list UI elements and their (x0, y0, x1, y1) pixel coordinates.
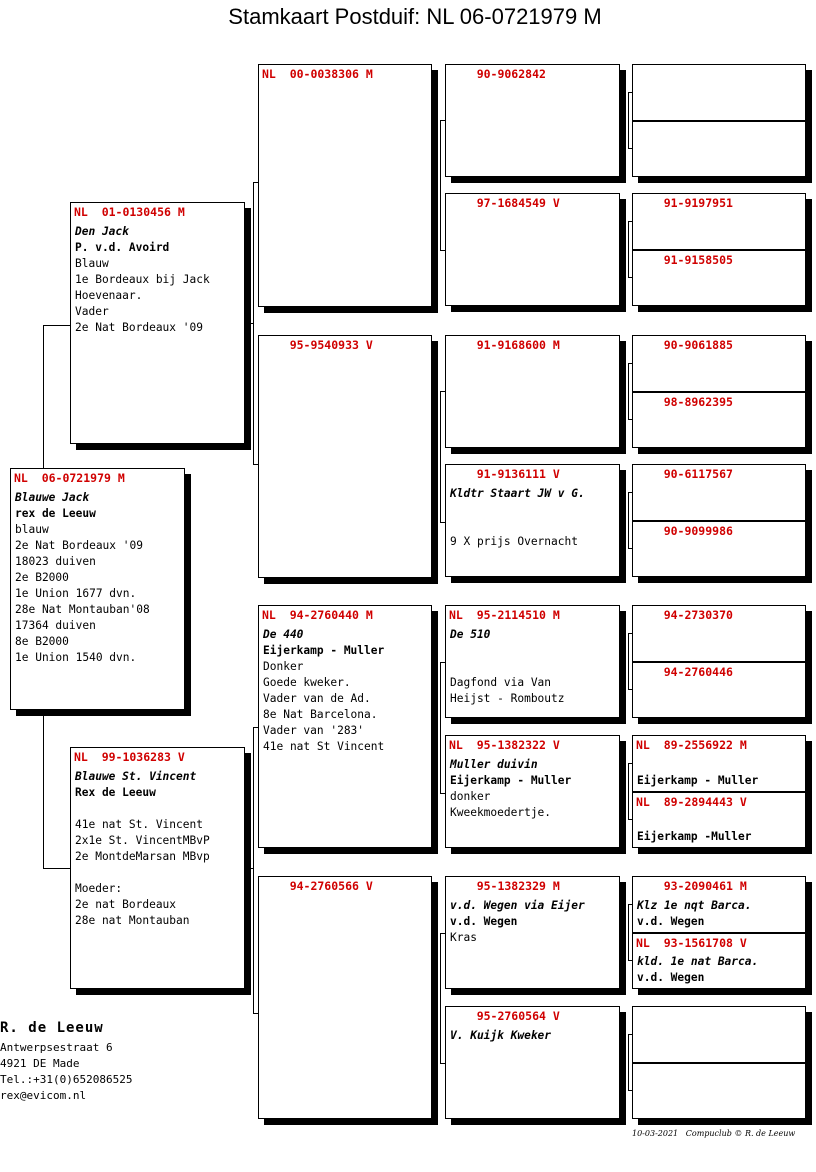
detail-line: 2e B2000 (15, 571, 69, 584)
detail-line: De 440 (263, 628, 304, 641)
ancestor-top (633, 606, 805, 661)
detail-line: P. v.d. Avoird (75, 241, 170, 254)
connector-line (628, 492, 629, 548)
pigeon-details (637, 898, 752, 930)
owner-city: 4921 DE Made (0, 1057, 80, 1070)
ancestor-top (633, 465, 805, 520)
connector-line (440, 1063, 445, 1064)
detail-line: 1e Union 1677 dvn. (15, 587, 137, 600)
ancestor-bottom (633, 393, 805, 448)
detail-line: Hoevenaar. (75, 289, 143, 302)
ring-number: NL 93-1561708 V (636, 936, 747, 950)
ring-number: 93-2090461 M (636, 879, 747, 893)
connector-line (628, 221, 629, 277)
great-great-grandparents-card (632, 335, 806, 448)
detail-line: Vader van '283' (263, 724, 365, 737)
connector-line (440, 391, 445, 392)
detail-line: 8e B2000 (15, 635, 69, 648)
ring-number: 94-2760446 (636, 665, 733, 679)
great-grandparent-card (445, 735, 620, 848)
connector-line (440, 662, 441, 793)
detail-line: Heijst - Romboutz (450, 692, 565, 705)
detail-line (637, 813, 752, 829)
detail-line (450, 659, 565, 675)
detail-line: Goede kweker. (263, 676, 351, 689)
detail-line: donker (450, 790, 491, 803)
pigeon-details (637, 954, 758, 986)
detail-line: v.d. Wegen (637, 971, 705, 984)
detail-line: 2e Nat Bordeaux '09 (75, 321, 203, 334)
detail-line (450, 518, 585, 534)
ring-number: NL 95-1382322 V (449, 738, 560, 752)
ancestor-bottom (633, 1064, 805, 1119)
connector-line (440, 522, 445, 523)
ancestor-bottom (633, 522, 805, 577)
detail-line (637, 757, 758, 773)
connector-line (628, 492, 632, 493)
connector-line (43, 325, 70, 326)
connector-line (628, 633, 632, 634)
detail-line: 28e Nat Montauban'08 (15, 603, 150, 616)
connector-line (249, 323, 253, 324)
ring-number: 94-2760566 V (262, 879, 373, 893)
pigeon-details (637, 813, 752, 845)
detail-line: Rex de Leeuw (75, 786, 156, 799)
ring-number: 91-9136111 V (449, 467, 560, 481)
detail-line: 28e nat Montauban (75, 914, 190, 927)
father-card (70, 202, 245, 444)
detail-line: 1e Union 1540 dvn. (15, 651, 137, 664)
ring-number: 95-9540933 V (262, 338, 373, 352)
ring-number: NL 95-2114510 M (449, 608, 560, 622)
detail-line (450, 643, 565, 659)
connector-line (253, 727, 254, 1014)
ring-number: NL 89-2894443 V (636, 795, 747, 809)
detail-line: 1e Bordeaux bij Jack (75, 273, 210, 286)
connector-line (253, 182, 258, 183)
ring-number: 97-1684549 V (449, 196, 560, 210)
connector-line (440, 391, 441, 522)
pigeon-details (450, 627, 565, 707)
connector-line (628, 148, 632, 149)
mother-card (70, 747, 245, 989)
connector-line (440, 120, 445, 121)
detail-line: Eijerkamp - Muller (450, 774, 572, 787)
detail-line: v.d. Wegen via Eijer (450, 899, 585, 912)
connector-line (628, 763, 629, 819)
ring-number: NL 00-0038306 M (262, 67, 373, 81)
detail-line: 2e nat Bordeaux (75, 898, 177, 911)
ring-number: 98-8962395 (636, 395, 733, 409)
connector-line (628, 363, 632, 364)
ancestor-bottom (633, 251, 805, 306)
great-grandparent-card (445, 876, 620, 989)
ring-number: NL 06-0721979 M (14, 471, 125, 485)
connector-line (440, 933, 445, 934)
ring-number: 94-2730370 (636, 608, 733, 622)
ancestor-bottom (633, 122, 805, 177)
connector-line (628, 92, 629, 148)
great-great-grandparents-card (632, 876, 806, 989)
ancestor-bottom (633, 663, 805, 718)
great-grandparent-card (445, 464, 620, 577)
connector-line (253, 1013, 258, 1014)
pigeon-details (450, 1028, 551, 1044)
detail-line: Vader van de Ad. (263, 692, 371, 705)
detail-line: Klz 1e nqt Barca. (637, 899, 752, 912)
great-great-grandparents-card (632, 64, 806, 177)
great-great-grandparents-card (632, 1006, 806, 1119)
pigeon-details (450, 757, 571, 821)
footer-credit: 10-03-2021 Compuclub © R. de Leeuw (632, 1129, 796, 1138)
detail-line: 17364 duiven (15, 619, 96, 632)
detail-line: 9 X prijs Overnacht (450, 535, 578, 548)
detail-line: 2e Nat Bordeaux '09 (15, 539, 143, 552)
owner-phone: Tel.:+31(0)652086525 (0, 1073, 133, 1086)
great-great-grandparents-card (632, 605, 806, 718)
ring-number: 90-6117567 (636, 467, 733, 481)
ancestor-top (633, 65, 805, 120)
great-great-grandparents-card (632, 193, 806, 306)
connector-line (253, 464, 258, 465)
great-grandparent-card (445, 64, 620, 177)
ring-number: 95-2760564 V (449, 1009, 560, 1023)
great-grandparent-card (445, 193, 620, 306)
ancestor-top (633, 877, 805, 932)
detail-line: Eijerkamp - Muller (263, 644, 385, 657)
connector-line (43, 716, 44, 869)
page-title: Stamkaart Postduif: NL 06-0721979 M (228, 4, 602, 29)
connector-line (253, 727, 258, 728)
ancestor-bottom (633, 793, 805, 848)
grandparent-card (258, 605, 432, 848)
detail-line: 8e Nat Barcelona. (263, 708, 378, 721)
great-grandparent-card (445, 605, 620, 718)
grandparent-card (258, 64, 432, 307)
ring-number: 91-9168600 M (449, 338, 560, 352)
connector-line (628, 1034, 629, 1090)
ring-number: NL 89-2556922 M (636, 738, 747, 752)
connector-line (628, 363, 629, 419)
detail-line: blauw (15, 523, 49, 536)
pigeon-details (75, 224, 210, 336)
great-grandparent-card (445, 335, 620, 448)
detail-line: 41e nat St. Vincent (75, 818, 203, 831)
ring-number: 90-9061885 (636, 338, 733, 352)
connector-line (249, 868, 253, 869)
connector-line (253, 182, 254, 465)
subject-card (10, 468, 185, 710)
detail-line: Eijerkamp -Muller (637, 830, 752, 843)
connector-line (628, 819, 632, 820)
detail-line: rex de Leeuw (15, 507, 96, 520)
detail-line: 41e nat St Vincent (263, 740, 385, 753)
ring-number: NL 94-2760440 M (262, 608, 373, 622)
connector-line (440, 662, 445, 663)
ring-number: 90-9099986 (636, 524, 733, 538)
ancestor-top (633, 736, 805, 791)
owner-email: rex@evicom.nl (0, 1089, 87, 1102)
detail-line: kld. 1e nat Barca. (637, 955, 759, 968)
connector-line (628, 689, 632, 690)
pigeon-details (263, 627, 384, 755)
connector-line (628, 548, 632, 549)
connector-line (628, 1090, 632, 1091)
detail-line: Eijerkamp - Muller (637, 774, 759, 787)
connector-line (628, 960, 632, 961)
detail-line: Vader (75, 305, 109, 318)
connector-line (440, 250, 445, 251)
connector-line (628, 904, 629, 960)
connector-line (628, 763, 632, 764)
ring-number: 95-1382329 M (449, 879, 560, 893)
detail-line: Kras (450, 931, 477, 944)
owner-name: R. de Leeuw (0, 1020, 104, 1036)
detail-line: Blauw (75, 257, 109, 270)
connector-line (628, 277, 632, 278)
pigeon-details (450, 486, 585, 550)
detail-line: Donker (263, 660, 304, 673)
connector-line (628, 221, 632, 222)
ancestor-top (633, 1007, 805, 1062)
ring-number: NL 01-0130456 M (74, 205, 185, 219)
ancestor-top (633, 194, 805, 249)
pigeon-details (75, 769, 210, 929)
detail-line (450, 502, 585, 518)
detail-line: v.d. Wegen (637, 915, 705, 928)
detail-line: Moeder: (75, 882, 123, 895)
detail-line: Muller duivin (450, 758, 538, 771)
owner-info (0, 1020, 132, 1104)
grandparent-card (258, 876, 432, 1119)
connector-line (628, 633, 629, 689)
ancestor-top (633, 336, 805, 391)
connector-line (440, 120, 441, 250)
detail-line: Blauwe Jack (15, 491, 90, 504)
connector-line (43, 325, 44, 468)
pigeon-details (15, 490, 150, 666)
great-great-grandparents-card (632, 464, 806, 577)
detail-line: Kweekmoedertje. (450, 806, 552, 819)
detail-line: De 510 (450, 628, 491, 641)
pigeon-details (637, 757, 758, 789)
owner-address: Antwerpsestraat 6 (0, 1041, 113, 1054)
detail-line: V. Kuijk Kweker (450, 1029, 552, 1042)
detail-line (75, 801, 210, 817)
connector-line (440, 933, 441, 1063)
detail-line: Dagfond via Van (450, 676, 552, 689)
connector-line (628, 92, 632, 93)
connector-line (43, 868, 70, 869)
ring-number: 90-9062842 (449, 67, 546, 81)
detail-line: v.d. Wegen (450, 915, 518, 928)
detail-line: Den Jack (75, 225, 129, 238)
ring-number: 91-9158505 (636, 253, 733, 267)
connector-line (440, 793, 445, 794)
connector-line (628, 904, 632, 905)
detail-line: Blauwe St. Vincent (75, 770, 197, 783)
detail-line: 18023 duiven (15, 555, 96, 568)
great-great-grandparents-card (632, 735, 806, 848)
connector-line (628, 1034, 632, 1035)
detail-line: 2e MontdeMarsan MBvp (75, 850, 210, 863)
pigeon-details (450, 898, 585, 946)
ring-number: NL 99-1036283 V (74, 750, 185, 764)
ancestor-bottom (633, 934, 805, 989)
grandparent-card (258, 335, 432, 578)
detail-line (75, 865, 210, 881)
detail-line: 2x1e St. VincentMBvP (75, 834, 210, 847)
detail-line: Kldtr Staart JW v G. (450, 487, 585, 500)
ring-number: 91-9197951 (636, 196, 733, 210)
connector-line (628, 419, 632, 420)
great-grandparent-card (445, 1006, 620, 1119)
